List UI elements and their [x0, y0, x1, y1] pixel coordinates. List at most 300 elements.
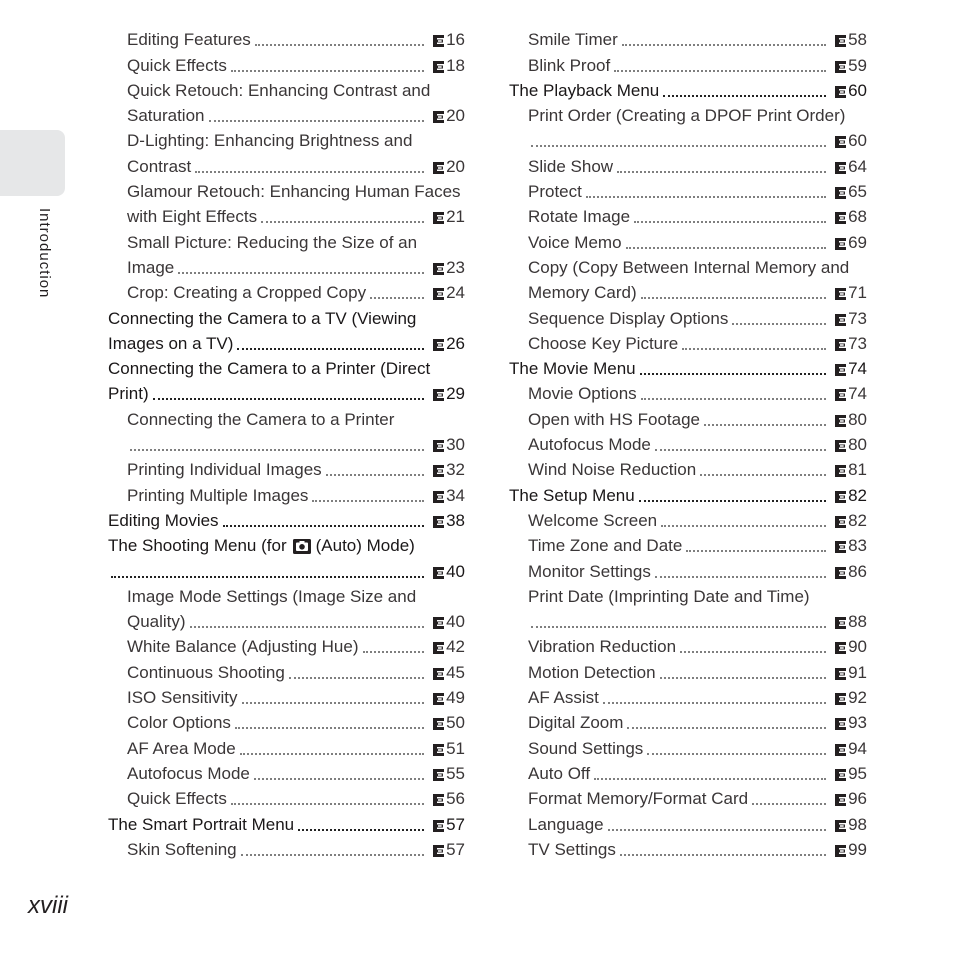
- page-reference: [834, 334, 867, 354]
- toc-entry-title: Autofocus Mode: [528, 435, 651, 455]
- toc-entry-title: Voice Memo: [528, 232, 622, 252]
- dot-leader: [312, 500, 424, 502]
- toc-entry-title: Memory Card): [528, 283, 637, 303]
- dot-leader: [261, 221, 424, 223]
- page-reference: [834, 56, 867, 76]
- page-reference-icon: [834, 439, 847, 453]
- page-reference-number: 56: [446, 789, 465, 809]
- toc-entry[interactable]: [108, 809, 465, 834]
- toc-entry-title: The Movie Menu: [509, 359, 636, 379]
- page-reference-icon: [432, 743, 445, 757]
- toc-entry[interactable]: [108, 506, 465, 531]
- dot-leader: [639, 500, 826, 502]
- toc-entry-title: Images on a TV): [108, 333, 234, 353]
- dot-leader: [641, 398, 826, 400]
- dot-leader: [231, 70, 424, 72]
- toc-entry-title: Sequence Display Options: [528, 308, 729, 328]
- page-reference-icon: [432, 338, 445, 352]
- toc-entry[interactable]: [509, 531, 867, 556]
- page-reference-icon: [834, 717, 847, 731]
- toc-entry[interactable]: [509, 657, 867, 682]
- toc-entry[interactable]: [108, 151, 465, 176]
- toc-entry[interactable]: [509, 607, 867, 632]
- dot-leader: [130, 449, 424, 451]
- page-reference-icon: [834, 490, 847, 504]
- page-reference-number: 16: [446, 30, 465, 50]
- dot-leader: [617, 171, 826, 173]
- toc-entry-text: [108, 177, 465, 202]
- page-reference-icon: [834, 186, 847, 200]
- toc-entry-title: Print Order (Creating a DPOF Print Order): [528, 106, 846, 126]
- page-reference: [432, 334, 465, 354]
- toc-entry-text: [108, 404, 465, 429]
- toc-entry[interactable]: [509, 303, 867, 328]
- dot-leader: [231, 803, 424, 805]
- toc-entry[interactable]: [509, 126, 867, 151]
- toc-entry[interactable]: [509, 430, 867, 455]
- page-reference: [432, 435, 465, 455]
- toc-entry-title: The Shooting Menu (for: [108, 536, 287, 556]
- dot-leader: [682, 348, 826, 350]
- toc-entry[interactable]: [108, 25, 465, 50]
- toc-entry-title: TV Settings: [528, 839, 616, 859]
- page-reference-number: 81: [848, 460, 867, 480]
- dot-leader: [647, 753, 826, 755]
- toc-entry[interactable]: [509, 835, 867, 860]
- toc-entry-title: Glamour Retouch: Enhancing Human Faces: [127, 182, 461, 202]
- page-reference-icon: [432, 793, 445, 807]
- toc-entry[interactable]: [108, 50, 465, 75]
- page-reference-number: 95: [848, 763, 867, 783]
- page-reference: [432, 739, 465, 759]
- page-reference-icon: [432, 844, 445, 858]
- page-reference-number: 71: [848, 283, 867, 303]
- page-reference: [432, 840, 465, 860]
- page-reference: [834, 384, 867, 404]
- page-reference: [432, 612, 465, 632]
- toc-entry[interactable]: [509, 379, 867, 404]
- page-reference-icon: [432, 717, 445, 731]
- toc-entry-title: Movie Options: [528, 384, 637, 404]
- page-reference: [432, 663, 465, 683]
- toc-entry[interactable]: [509, 733, 867, 758]
- toc-entry-title: Monitor Settings: [528, 561, 651, 581]
- toc-entry[interactable]: [509, 506, 867, 531]
- toc-entry-title: ISO Sensitivity: [127, 688, 238, 708]
- toc-entry[interactable]: [108, 733, 465, 758]
- page-reference-icon: [834, 641, 847, 655]
- page-reference: [834, 789, 867, 809]
- page-reference-icon: [834, 60, 847, 74]
- page-reference: [834, 283, 867, 303]
- page-reference: [432, 106, 465, 126]
- dot-leader: [641, 297, 826, 299]
- page-reference: [834, 764, 867, 784]
- page-reference-number: 40: [446, 612, 465, 632]
- page-reference-number: 74: [848, 359, 867, 379]
- page-reference-number: 96: [848, 789, 867, 809]
- page-reference: [432, 157, 465, 177]
- toc-entry-title: Open with HS Footage: [528, 409, 700, 429]
- toc-entry[interactable]: [108, 632, 465, 657]
- toc-entry-title: Welcome Screen: [528, 510, 658, 530]
- dot-leader: [298, 829, 424, 831]
- page-reference-icon: [834, 388, 847, 402]
- page-reference-icon: [432, 616, 445, 630]
- page-reference-number: 29: [446, 384, 465, 404]
- toc-entry[interactable]: [509, 25, 867, 50]
- toc-entry-title: Language: [528, 814, 604, 834]
- page-reference-icon: [834, 515, 847, 529]
- page-reference-icon: [432, 819, 445, 833]
- page-reference: [834, 637, 867, 657]
- page-reference: [834, 688, 867, 708]
- page-reference-icon: [834, 743, 847, 757]
- dot-leader: [153, 398, 424, 400]
- page-reference-number: 32: [446, 460, 465, 480]
- page-reference-icon: [432, 110, 445, 124]
- page-reference-number: 92: [848, 688, 867, 708]
- toc-entry[interactable]: [509, 354, 867, 379]
- page-reference: [834, 486, 867, 506]
- page-reference: [834, 435, 867, 455]
- page-reference-icon: [834, 414, 847, 428]
- page-reference-icon: [432, 641, 445, 655]
- dot-leader: [640, 373, 826, 375]
- page-reference-number: 38: [446, 510, 465, 530]
- page-reference-number: 90: [848, 637, 867, 657]
- toc-entry-title: Saturation: [127, 106, 205, 126]
- page-reference-icon: [834, 566, 847, 580]
- page-reference-icon: [432, 388, 445, 402]
- page-reference: [432, 283, 465, 303]
- dot-leader: [686, 550, 826, 552]
- dot-leader: [626, 247, 827, 249]
- dot-leader: [178, 272, 424, 274]
- dot-leader: [622, 44, 826, 46]
- toc-entry-title: Connecting the Camera to a Printer (Direct: [108, 359, 431, 379]
- dot-leader: [655, 576, 826, 578]
- toc-entry[interactable]: [108, 708, 465, 733]
- toc-entry-title: Connecting the Camera to a TV (Viewing: [108, 308, 417, 328]
- toc-entry-title: Skin Softening: [127, 839, 237, 859]
- toc-entry-title: Color Options: [127, 713, 231, 733]
- toc-entry-text: [108, 227, 465, 252]
- page-reference-icon: [432, 439, 445, 453]
- toc-entry[interactable]: [509, 202, 867, 227]
- toc-entry[interactable]: [108, 455, 465, 480]
- page-reference-icon: [834, 793, 847, 807]
- toc-entry-title: with Eight Effects: [127, 207, 258, 227]
- page-reference-number: 74: [848, 384, 867, 404]
- toc-entry-text: [108, 126, 465, 151]
- toc-entry-text: [108, 354, 465, 379]
- toc-entry-title: Small Picture: Reducing the Size of an: [127, 232, 418, 252]
- dot-leader: [614, 70, 826, 72]
- page-reference-icon: [834, 287, 847, 301]
- dot-leader: [603, 702, 826, 704]
- toc-entry-text: [108, 303, 465, 328]
- page-reference-number: 55: [446, 763, 465, 783]
- toc-entry[interactable]: [509, 329, 867, 354]
- page-reference: [432, 562, 465, 582]
- page-reference: [432, 764, 465, 784]
- toc-entry[interactable]: [509, 556, 867, 581]
- page-reference: [834, 131, 867, 151]
- toc-entry[interactable]: [108, 329, 465, 354]
- page-reference-icon: [432, 490, 445, 504]
- page-number: xviii: [28, 892, 68, 919]
- toc-entry-title: Format Memory/Format Card: [528, 789, 749, 809]
- page-reference: [432, 688, 465, 708]
- toc-entry[interactable]: [108, 784, 465, 809]
- toc-entry[interactable]: [108, 253, 465, 278]
- toc-entry[interactable]: [509, 683, 867, 708]
- page-reference: [432, 56, 465, 76]
- dot-leader: [752, 803, 826, 805]
- toc-entry-title: Editing Movies: [108, 510, 219, 530]
- page-reference-icon: [432, 262, 445, 276]
- page-reference-number: 20: [446, 156, 465, 176]
- dot-leader: [223, 525, 425, 527]
- toc-entry[interactable]: [108, 430, 465, 455]
- toc-entry-title: Slide Show: [528, 156, 614, 176]
- toc-entry-title: Wind Noise Reduction: [528, 460, 697, 480]
- page-reference-number: 91: [848, 662, 867, 682]
- toc-entry[interactable]: [509, 177, 867, 202]
- toc-entry[interactable]: [108, 556, 465, 581]
- page-reference-icon: [432, 692, 445, 706]
- page-reference: [432, 460, 465, 480]
- dot-leader: [240, 753, 424, 755]
- toc-entry-text: [509, 253, 867, 278]
- page-reference-number: 40: [446, 561, 465, 581]
- toc-entry-title: Quick Effects: [127, 55, 227, 75]
- page-reference: [432, 258, 465, 278]
- page-reference-icon: [834, 819, 847, 833]
- toc-entry-title: Vibration Reduction: [528, 637, 677, 657]
- toc-entry[interactable]: [509, 227, 867, 252]
- dot-leader: [255, 44, 424, 46]
- page-reference: [834, 663, 867, 683]
- toc-entry[interactable]: [509, 76, 867, 101]
- toc-entry-title: Rotate Image: [528, 207, 631, 227]
- toc-entry[interactable]: [108, 657, 465, 682]
- toc-column-left: [108, 25, 465, 860]
- toc-entry-text: [108, 76, 465, 101]
- page-reference-icon: [432, 287, 445, 301]
- dot-leader: [732, 323, 826, 325]
- page-reference: [432, 511, 465, 531]
- toc-entry[interactable]: [509, 708, 867, 733]
- toc-entry[interactable]: [509, 455, 867, 480]
- toc-entry-title: The Smart Portrait Menu: [108, 814, 295, 834]
- dot-leader: [655, 449, 826, 451]
- page-reference-number: 88: [848, 612, 867, 632]
- page-reference-number: 93: [848, 713, 867, 733]
- page-reference-icon: [432, 768, 445, 782]
- dot-leader: [237, 348, 424, 350]
- toc-entry-title: Motion Detection: [528, 662, 656, 682]
- page-reference-icon: [834, 237, 847, 251]
- toc-entry[interactable]: [509, 632, 867, 657]
- page-reference-number: 82: [848, 485, 867, 505]
- page-reference-icon: [834, 135, 847, 149]
- dot-leader: [531, 626, 826, 628]
- page-reference: [834, 309, 867, 329]
- dot-leader: [634, 221, 826, 223]
- toc-entry-title: AF Assist: [528, 688, 599, 708]
- page-reference-number: 80: [848, 435, 867, 455]
- toc-entry[interactable]: [108, 101, 465, 126]
- dot-leader: [363, 651, 425, 653]
- toc-entry[interactable]: [108, 278, 465, 303]
- toc-entry[interactable]: [509, 404, 867, 429]
- toc-entry-text: [108, 582, 465, 607]
- dot-leader: [620, 854, 826, 856]
- page-reference: [834, 815, 867, 835]
- page-reference: [834, 739, 867, 759]
- toc-entry[interactable]: [108, 683, 465, 708]
- page-reference-icon: [834, 692, 847, 706]
- page-reference-number: 23: [446, 257, 465, 277]
- toc-entry-text: [509, 101, 867, 126]
- page-reference-number: 57: [446, 839, 465, 859]
- toc-entry-title: The Playback Menu: [509, 80, 660, 100]
- toc-entry-title: Printing Multiple Images: [127, 485, 309, 505]
- dot-leader: [195, 171, 424, 173]
- toc-entry-title: Image: [127, 257, 175, 277]
- page-reference-number: 68: [848, 207, 867, 227]
- toc-entry-title: Smile Timer: [528, 30, 618, 50]
- toc-entry-text: [108, 531, 465, 556]
- page-reference: [432, 637, 465, 657]
- toc-entry-title: Print): [108, 384, 149, 404]
- toc-entry-title: Editing Features: [127, 30, 251, 50]
- page-reference-number: 57: [446, 814, 465, 834]
- toc-entry[interactable]: [108, 607, 465, 632]
- toc-entry[interactable]: [108, 379, 465, 404]
- page-reference-number: 82: [848, 510, 867, 530]
- dot-leader: [235, 727, 424, 729]
- page-reference-icon: [834, 464, 847, 478]
- page-reference-icon: [834, 540, 847, 554]
- page-reference: [432, 384, 465, 404]
- page-reference-icon: [432, 566, 445, 580]
- page-reference: [834, 233, 867, 253]
- toc-entry[interactable]: [509, 759, 867, 784]
- toc-entry[interactable]: [509, 50, 867, 75]
- page-reference-icon: [834, 85, 847, 99]
- page-reference-number: 60: [848, 80, 867, 100]
- page-reference-number: 18: [446, 55, 465, 75]
- page-reference: [834, 157, 867, 177]
- toc-entry-title: Printing Individual Images: [127, 460, 322, 480]
- dot-leader: [254, 778, 424, 780]
- page-reference-icon: [432, 34, 445, 48]
- page-reference: [834, 182, 867, 202]
- toc-entry-title: Crop: Creating a Cropped Copy: [127, 283, 367, 303]
- toc-entry[interactable]: [509, 784, 867, 809]
- page-reference-icon: [432, 60, 445, 74]
- toc-entry-title: Connecting the Camera to a Printer: [127, 409, 395, 429]
- page-reference-number: 59: [848, 55, 867, 75]
- page-reference-icon: [834, 616, 847, 630]
- page-reference: [834, 612, 867, 632]
- page-reference-number: 21: [446, 207, 465, 227]
- toc-entry-title: Auto Off: [528, 763, 591, 783]
- page-reference-icon: [432, 211, 445, 225]
- toc-entry[interactable]: [509, 809, 867, 834]
- camera-auto-mode-icon: [293, 539, 311, 554]
- toc-entry-title: White Balance (Adjusting Hue): [127, 637, 359, 657]
- page-reference-number: 80: [848, 409, 867, 429]
- page-reference-number: 51: [446, 738, 465, 758]
- page-reference-icon: [834, 667, 847, 681]
- dot-leader: [190, 626, 425, 628]
- page-reference-number: 34: [446, 485, 465, 505]
- dot-leader: [704, 424, 826, 426]
- toc-entry[interactable]: [108, 480, 465, 505]
- toc-entry-title: D-Lighting: Enhancing Brightness and: [127, 131, 413, 151]
- dot-leader: [586, 196, 826, 198]
- page-reference-number: 20: [446, 106, 465, 126]
- page-reference-number: 45: [446, 662, 465, 682]
- toc-entry-title: Quick Effects: [127, 789, 227, 809]
- toc-entry-title: Quick Retouch: Enhancing Contrast and: [127, 80, 431, 100]
- page-reference: [834, 840, 867, 860]
- toc-entry-title: Quality): [127, 612, 186, 632]
- toc-entry-title: Sound Settings: [528, 738, 644, 758]
- page-reference: [432, 815, 465, 835]
- page-reference-number: 64: [848, 156, 867, 176]
- page-reference-icon: [432, 515, 445, 529]
- page-reference: [432, 486, 465, 506]
- page-reference-number: 60: [848, 131, 867, 151]
- page-reference: [834, 410, 867, 430]
- dot-leader: [289, 677, 424, 679]
- dot-leader: [608, 829, 826, 831]
- page-reference: [834, 511, 867, 531]
- toc-entry[interactable]: [509, 480, 867, 505]
- toc-entry-title-suffix: (Auto) Mode): [315, 536, 415, 556]
- dot-leader: [241, 854, 424, 856]
- toc-entry[interactable]: [509, 278, 867, 303]
- section-tab: [0, 130, 65, 196]
- page-reference-number: 50: [446, 713, 465, 733]
- toc-entry-title: The Setup Menu: [509, 485, 635, 505]
- toc-entry[interactable]: [108, 835, 465, 860]
- page-reference-icon: [834, 34, 847, 48]
- toc-entry[interactable]: [108, 202, 465, 227]
- toc-entry[interactable]: [108, 759, 465, 784]
- page-reference: [432, 207, 465, 227]
- dot-leader: [700, 474, 826, 476]
- page-reference: [432, 713, 465, 733]
- page-reference-icon: [432, 667, 445, 681]
- toc-entry-title: Continuous Shooting: [127, 662, 285, 682]
- page-reference: [834, 460, 867, 480]
- dot-leader: [660, 677, 827, 679]
- toc-entry-title: Print Date (Imprinting Date and Time): [528, 586, 810, 606]
- dot-leader: [531, 145, 826, 147]
- page-reference: [834, 562, 867, 582]
- page-reference-number: 30: [446, 435, 465, 455]
- toc-entry-text: [509, 582, 867, 607]
- page-reference: [834, 713, 867, 733]
- toc-entry[interactable]: [509, 151, 867, 176]
- page-reference-number: 58: [848, 30, 867, 50]
